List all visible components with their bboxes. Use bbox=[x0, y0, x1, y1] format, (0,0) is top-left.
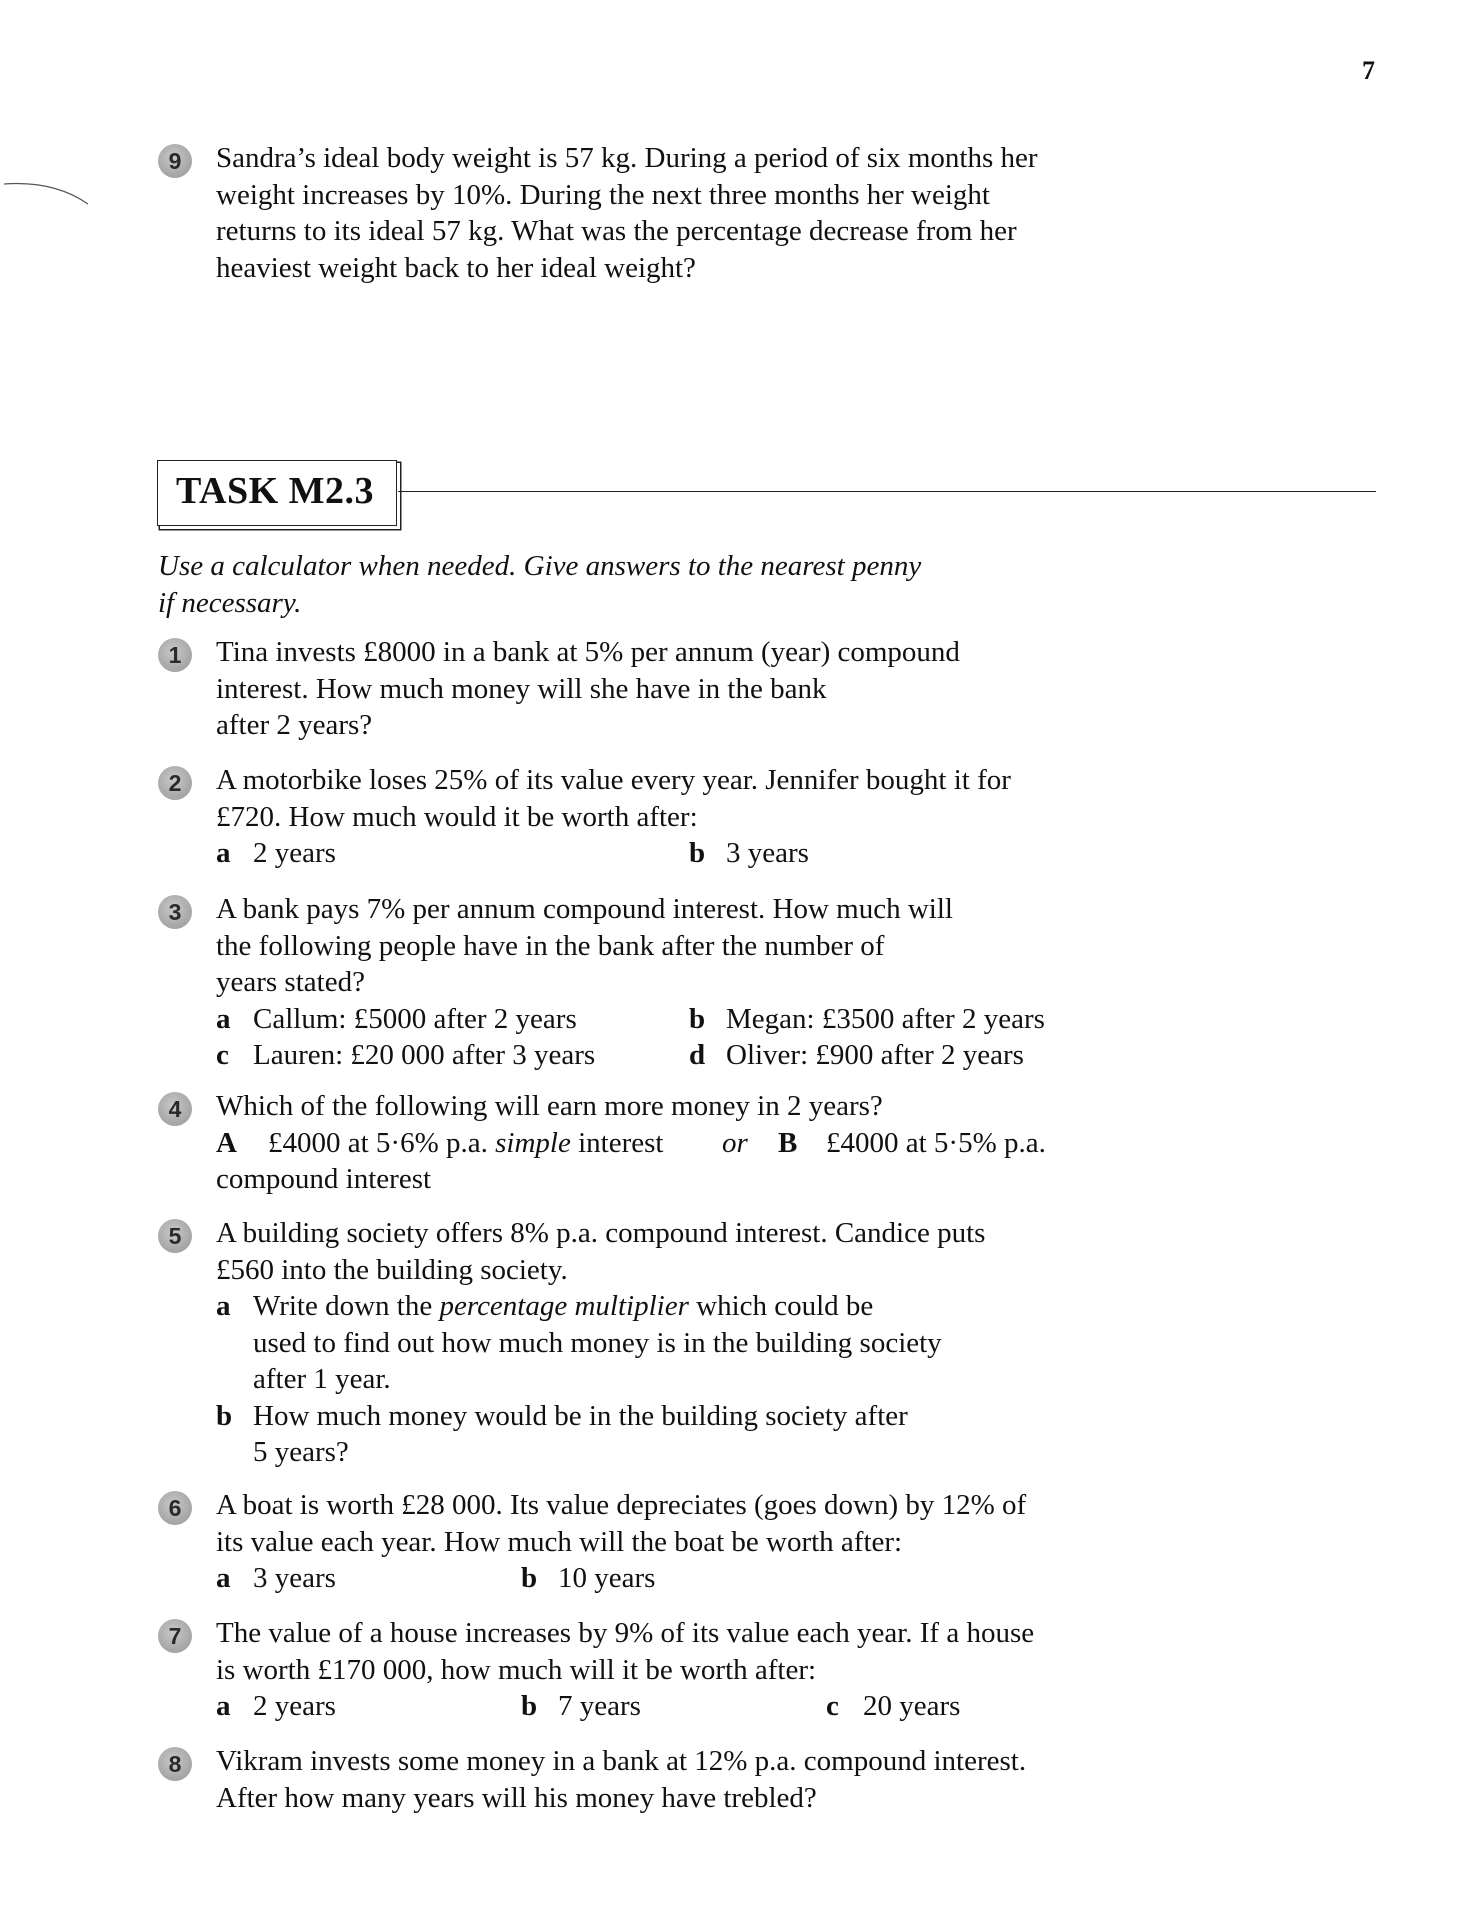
part-text: Oliver: £900 after 2 years bbox=[726, 1039, 1024, 1071]
part-text: 2 years bbox=[253, 837, 336, 869]
option-text-end: interest bbox=[578, 1126, 664, 1159]
question-line: the following people have in the bank after the number of bbox=[216, 929, 885, 962]
question-number-badge: 2 bbox=[158, 766, 192, 800]
part-text-end: which could be bbox=[696, 1290, 874, 1322]
question-number-badge: 4 bbox=[158, 1092, 192, 1126]
part-text: Callum: £5000 after 2 years bbox=[253, 1002, 577, 1035]
question-parts-row bbox=[216, 1560, 1026, 1597]
part-letter: c bbox=[216, 1039, 229, 1071]
question-parts-row bbox=[216, 1001, 1045, 1038]
question-number-badge: 8 bbox=[158, 1747, 192, 1781]
part-letter: a bbox=[216, 837, 231, 869]
question-line: heaviest weight back to her ideal weight? bbox=[216, 251, 696, 284]
question-line: compound interest bbox=[216, 1163, 432, 1195]
part-text: How much money would be in the building society after bbox=[253, 1399, 908, 1432]
question-line: Vikram invests some money in a bank at 12% p.a. compound interest. bbox=[216, 1745, 1027, 1777]
part-letter: b bbox=[689, 1002, 706, 1035]
question-parts-row bbox=[216, 835, 1011, 872]
part-text: used to find out how much money is in the building society bbox=[253, 1326, 942, 1359]
part-text bbox=[253, 1288, 873, 1325]
question-line: After how many years will his money have trebled? bbox=[216, 1781, 817, 1814]
question-part-b-continued bbox=[216, 1434, 985, 1471]
part-letter: b bbox=[216, 1399, 233, 1432]
question-line: weight increases by 10%. During the next three months her weight bbox=[216, 178, 990, 211]
part-text: 7 years bbox=[558, 1690, 641, 1722]
question-text bbox=[216, 1088, 1046, 1198]
option-label: B bbox=[778, 1126, 798, 1159]
question-text bbox=[216, 1215, 985, 1471]
question-part-a-continued bbox=[216, 1325, 985, 1362]
question-line: A building society offers 8% p.a. compound interest. Candice puts bbox=[216, 1217, 986, 1249]
option-text-emphasis: simple bbox=[495, 1126, 571, 1159]
part-letter: d bbox=[689, 1039, 706, 1071]
question-text bbox=[216, 1487, 1026, 1597]
or-word: or bbox=[722, 1126, 748, 1159]
question-number-badge: 7 bbox=[158, 1619, 192, 1653]
part-letter: b bbox=[689, 837, 706, 869]
question-line: £720. How much would it be worth after: bbox=[216, 800, 698, 833]
question-line: its value each year. How much will the boat be worth after: bbox=[216, 1525, 903, 1558]
task-heading-rule bbox=[398, 491, 1376, 492]
question-line: after 2 years? bbox=[216, 709, 373, 741]
question-parts-row bbox=[216, 1688, 1034, 1725]
part-letter: a bbox=[216, 1290, 231, 1322]
part-text: 10 years bbox=[558, 1562, 656, 1594]
question-text bbox=[216, 140, 1038, 286]
question-parts-row bbox=[216, 1037, 1024, 1074]
question-line: A boat is worth £28 000. Its value depreciates (goes down) by 12% of bbox=[216, 1489, 1027, 1521]
question-line: Sandra’s ideal body weight is 57 kg. During a period of six months her bbox=[216, 142, 1038, 174]
part-letter: c bbox=[826, 1690, 839, 1722]
part-text-start: Write down the bbox=[253, 1290, 433, 1322]
question-number-badge: 1 bbox=[158, 638, 192, 672]
question-text bbox=[216, 891, 1045, 1074]
part-text-emphasis: percentage multiplier bbox=[439, 1290, 689, 1322]
part-letter: b bbox=[521, 1562, 538, 1594]
part-text: Megan: £3500 after 2 years bbox=[726, 1002, 1045, 1035]
question-line: years stated? bbox=[216, 966, 365, 998]
part-text: 3 years bbox=[253, 1562, 336, 1594]
part-letter: a bbox=[216, 1690, 231, 1722]
question-line: Which of the following will earn more money in 2 years? bbox=[216, 1090, 883, 1122]
part-letter: a bbox=[216, 1562, 231, 1594]
option-text-start: £4000 at 5·6% p.a. bbox=[268, 1126, 488, 1159]
question-line: is worth £170 000, how much will it be worth after: bbox=[216, 1653, 817, 1686]
part-text: 3 years bbox=[726, 837, 809, 869]
question-number-badge: 5 bbox=[158, 1219, 192, 1253]
option-text: £4000 at 5·5% p.a. bbox=[826, 1126, 1046, 1159]
question-line: returns to its ideal 57 kg. What was the percentage decrease from her bbox=[216, 215, 1017, 247]
part-text: after 1 year. bbox=[253, 1363, 391, 1395]
instruction-line: if necessary. bbox=[158, 586, 302, 619]
scan-mark bbox=[2, 178, 90, 208]
part-text: 2 years bbox=[253, 1690, 336, 1722]
question-text bbox=[216, 1615, 1034, 1725]
task-title: TASK M2.3 bbox=[176, 470, 375, 512]
question-line: £560 into the building society. bbox=[216, 1253, 568, 1286]
question-part-a bbox=[216, 1288, 985, 1325]
question-number-badge: 6 bbox=[158, 1491, 192, 1525]
part-text: Lauren: £20 000 after 3 years bbox=[253, 1039, 596, 1071]
task-heading-box bbox=[157, 460, 397, 526]
part-text: 5 years? bbox=[253, 1436, 349, 1468]
question-part-a-continued bbox=[216, 1361, 985, 1398]
question-line: Tina invests £8000 in a bank at 5% per annum (year) compound bbox=[216, 636, 960, 668]
option-label: A bbox=[216, 1126, 237, 1159]
part-text: 20 years bbox=[863, 1690, 961, 1722]
question-part-b bbox=[216, 1398, 985, 1435]
question-line: A motorbike loses 25% of its value every year. Jennifer bought it for bbox=[216, 764, 1011, 796]
option-text bbox=[268, 1125, 663, 1162]
task-instructions bbox=[158, 548, 921, 621]
instruction-line: Use a calculator when needed. Give answers to the nearest penny bbox=[158, 550, 922, 582]
question-options-row bbox=[216, 1125, 1046, 1162]
question-line: A bank pays 7% per annum compound interest. How much will bbox=[216, 893, 953, 925]
question-line: interest. How much money will she have in the bank bbox=[216, 672, 827, 705]
part-letter: a bbox=[216, 1002, 231, 1035]
question-text bbox=[216, 634, 960, 744]
question-number-badge: 9 bbox=[158, 144, 192, 178]
question-text bbox=[216, 762, 1011, 872]
page-number: 7 bbox=[1362, 56, 1375, 85]
question-text bbox=[216, 1743, 1026, 1816]
question-number-badge: 3 bbox=[158, 895, 192, 929]
part-letter: b bbox=[521, 1690, 538, 1722]
question-line: The value of a house increases by 9% of its value each year. If a house bbox=[216, 1617, 1035, 1649]
